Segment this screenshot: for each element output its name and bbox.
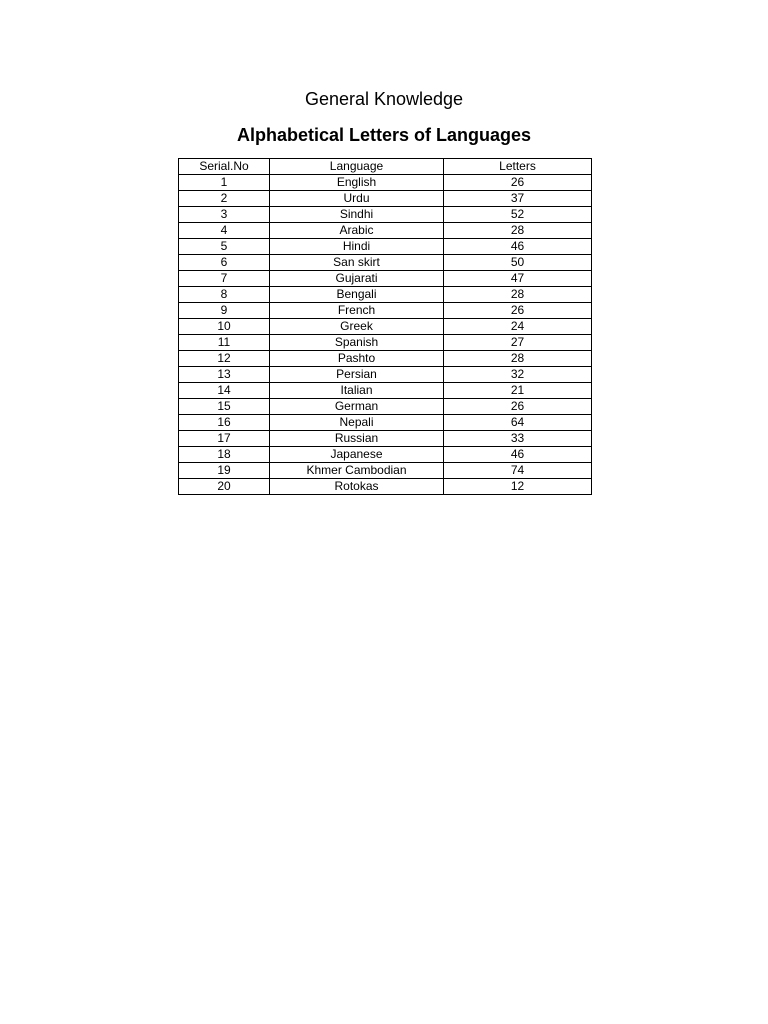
serial-cell: 8 xyxy=(179,287,270,303)
serial-cell: 1 xyxy=(179,175,270,191)
table-row xyxy=(179,223,592,239)
language-cell: Persian xyxy=(270,367,444,383)
table-row xyxy=(179,207,592,223)
language-cell: Greek xyxy=(270,319,444,335)
letters-cell: 50 xyxy=(444,255,592,271)
table-row xyxy=(179,367,592,383)
language-cell: Hindi xyxy=(270,239,444,255)
letters-cell: 28 xyxy=(444,287,592,303)
language-cell: Bengali xyxy=(270,287,444,303)
serial-cell: 7 xyxy=(179,271,270,287)
serial-cell: 5 xyxy=(179,239,270,255)
serial-cell: 6 xyxy=(179,255,270,271)
letters-cell: 32 xyxy=(444,367,592,383)
letters-cell: 64 xyxy=(444,415,592,431)
table-row xyxy=(179,463,592,479)
serial-cell: 2 xyxy=(179,191,270,207)
language-cell: Russian xyxy=(270,431,444,447)
serial-cell: 20 xyxy=(179,479,270,495)
language-cell: Nepali xyxy=(270,415,444,431)
language-cell: English xyxy=(270,175,444,191)
letters-cell: 33 xyxy=(444,431,592,447)
letters-cell: 28 xyxy=(444,223,592,239)
table-row xyxy=(179,447,592,463)
serial-cell: 11 xyxy=(179,335,270,351)
languages-table xyxy=(178,158,592,495)
letters-cell: 26 xyxy=(444,303,592,319)
language-cell: Spanish xyxy=(270,335,444,351)
table-row xyxy=(179,175,592,191)
serial-cell: 12 xyxy=(179,351,270,367)
table-row xyxy=(179,351,592,367)
serial-cell: 15 xyxy=(179,399,270,415)
language-cell: Sindhi xyxy=(270,207,444,223)
language-cell: San skirt xyxy=(270,255,444,271)
table-row xyxy=(179,479,592,495)
letters-cell: 24 xyxy=(444,319,592,335)
table-row xyxy=(179,415,592,431)
letters-cell: 26 xyxy=(444,399,592,415)
letters-cell: 37 xyxy=(444,191,592,207)
table-row xyxy=(179,271,592,287)
serial-cell: 16 xyxy=(179,415,270,431)
table-row xyxy=(179,399,592,415)
letters-cell: 21 xyxy=(444,383,592,399)
table-row xyxy=(179,335,592,351)
serial-cell: 18 xyxy=(179,447,270,463)
language-cell: German xyxy=(270,399,444,415)
letters-cell: 12 xyxy=(444,479,592,495)
column-header-serial: Serial.No xyxy=(179,159,270,175)
letters-cell: 46 xyxy=(444,239,592,255)
letters-cell: 47 xyxy=(444,271,592,287)
language-cell: Pashto xyxy=(270,351,444,367)
serial-cell: 17 xyxy=(179,431,270,447)
language-cell: Arabic xyxy=(270,223,444,239)
column-header-language: Language xyxy=(270,159,444,175)
table-row xyxy=(179,431,592,447)
letters-cell: 26 xyxy=(444,175,592,191)
language-cell: French xyxy=(270,303,444,319)
table-header-row xyxy=(179,159,592,175)
serial-cell: 14 xyxy=(179,383,270,399)
language-cell: Gujarati xyxy=(270,271,444,287)
serial-cell: 3 xyxy=(179,207,270,223)
language-cell: Rotokas xyxy=(270,479,444,495)
document-title: Alphabetical Letters of Languages xyxy=(236,125,532,145)
serial-cell: 4 xyxy=(179,223,270,239)
table-row xyxy=(179,303,592,319)
serial-cell: 19 xyxy=(179,463,270,479)
serial-cell: 9 xyxy=(179,303,270,319)
table-row xyxy=(179,319,592,335)
letters-cell: 28 xyxy=(444,351,592,367)
letters-cell: 46 xyxy=(444,447,592,463)
letters-cell: 27 xyxy=(444,335,592,351)
language-cell: Japanese xyxy=(270,447,444,463)
table-row xyxy=(179,255,592,271)
language-cell: Italian xyxy=(270,383,444,399)
table-row xyxy=(179,191,592,207)
page-heading: General Knowledge xyxy=(304,89,464,109)
serial-cell: 10 xyxy=(179,319,270,335)
language-cell: Khmer Cambodian xyxy=(270,463,444,479)
table-body xyxy=(179,175,592,495)
column-header-letters: Letters xyxy=(444,159,592,175)
letters-cell: 74 xyxy=(444,463,592,479)
language-cell: Urdu xyxy=(270,191,444,207)
table-row xyxy=(179,383,592,399)
table-row xyxy=(179,287,592,303)
table-row xyxy=(179,239,592,255)
serial-cell: 13 xyxy=(179,367,270,383)
letters-cell: 52 xyxy=(444,207,592,223)
